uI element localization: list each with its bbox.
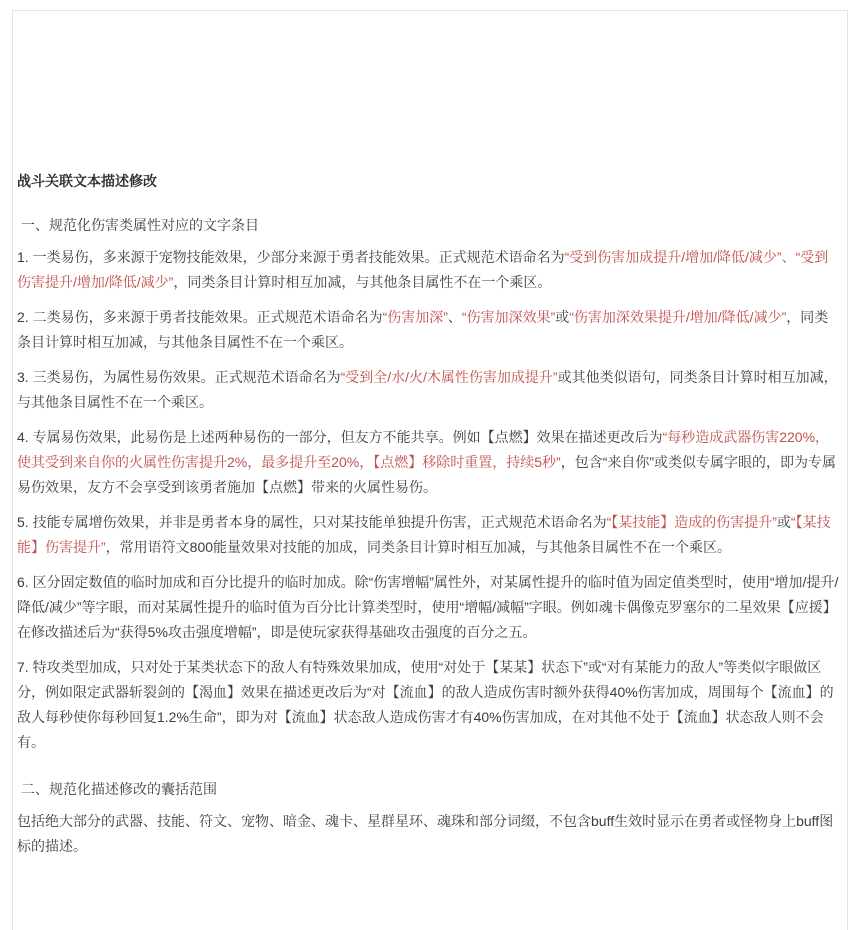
sections-container — [17, 215, 842, 859]
body-text: 6. 区分固定数值的临时加成和百分比提升的临时加成。除“伤害增幅”属性外，对某属性提升的临时值为固定值类型时，使用“增加/提升/降低/减少”等字眼，而对某属性提升的临时值为百分比计算类型时，使用“增幅/减幅”字眼。例如魂卡偶像克罗塞尔的二星效果【应援】在修改描述后为“获得5%攻击强度增幅”，即是使玩家获得基础攻击强度的百分之五。 — [17, 574, 839, 640]
body-text: 4. 专属易伤效果，此易伤是上述两种易伤的一部分，但友方不能共享。例如【点燃】效果在描述更改后为 — [17, 429, 663, 445]
section-heading-1: 一、规范化伤害类属性对应的文字条目 — [21, 217, 259, 233]
paragraph — [17, 305, 842, 355]
body-text: ，同类条目计算时相互加减，与其他条目属性不在一个乘区。 — [173, 274, 552, 290]
body-text: ，同类条目计算时相互加减，与其他条目属性不在一个乘区。 — [17, 309, 829, 350]
body-text: 7. 特攻类型加成，只对处于某类状态下的敌人有特殊效果加成，使用“对处于【某某】状态下”或“对有某能力的敌人”等类似字眼做区分，例如限定武器斩裂剑的【渴血】效果在描述更改后为“对【流血】的敌人造成伤害时额外获得40%伤害加成，周围每个【流血】的敌人每秒使你每秒回复1.2%生命”，即为对【流血】状态敌人造成伤害才有40%伤害加成，在对其他不处于【流血】状态敌人则不会有。 — [17, 659, 834, 750]
body-text: 或 — [555, 309, 570, 325]
paragraph — [17, 510, 842, 560]
body-text: 、 — [447, 309, 462, 325]
paragraph — [17, 809, 842, 859]
highlighted-text: “伤害加深效果提升/增加/降低/减少” — [569, 309, 787, 325]
document-title: 战斗关联文本描述修改 — [17, 173, 157, 189]
highlighted-text: “受到伤害加成提升/增加/降低/减少”、“受到伤害提升/增加/降低/减少” — [17, 249, 829, 290]
highlighted-text: “每秒造成武器伤害220%，使其受到来自你的火属性伤害提升2%，最多提升至20%，【点燃】移除时重置，持续5秒” — [17, 429, 830, 470]
highlighted-text: “受到全/水/火/木属性伤害加成提升” — [340, 369, 558, 385]
body-text: ，包含“来自你”或类似专属字眼的，即为专属易伤效果，友方不会享受到该勇者施加【点燃】带来的火属性易伤。 — [17, 454, 837, 495]
highlighted-text: “【某技能】造成的伤害提升” — [606, 514, 777, 530]
body-text: ，常用语符文800能量效果对技能的加成，同类条目计算时相互加减，与其他条目属性不在一个乘区。 — [105, 539, 732, 555]
section-heading-2: 二、规范化描述修改的囊括范围 — [21, 781, 217, 797]
document-frame — [12, 10, 848, 930]
document-content — [13, 11, 847, 859]
body-text: 3. 三类易伤，为属性易伤效果。正式规范术语命名为 — [17, 369, 341, 385]
highlighted-text: “【某技能】伤害提升” — [17, 514, 831, 555]
paragraph — [17, 655, 842, 755]
paragraph — [17, 570, 842, 645]
body-text: 2. 二类易伤，多来源于勇者技能效果。正式规范术语命名为 — [17, 309, 383, 325]
paragraph — [17, 425, 842, 500]
paragraph — [17, 365, 842, 415]
body-text: 5. 技能专属增伤效果，并非是勇者本身的属性，只对某技能单独提升伤害，正式规范术语命名为 — [17, 514, 607, 530]
body-text: 或 — [776, 514, 791, 530]
highlighted-text: “伤害加深” — [382, 309, 448, 325]
body-text: 或其他类似语句，同类条目计算时相互加减，与其他条目属性不在一个乘区。 — [17, 369, 838, 410]
highlighted-text: “伤害加深效果” — [461, 309, 556, 325]
body-text: 1. 一类易伤，多来源于宠物技能效果，少部分来源于勇者技能效果。正式规范术语命名为 — [17, 249, 565, 265]
body-text: 包括绝大部分的武器、技能、符文、宠物、暗金、魂卡、星群星环、魂珠和部分词缀，不包含buff生效时显示在勇者或怪物身上buff图标的描述。 — [17, 813, 834, 854]
paragraph — [17, 245, 842, 295]
